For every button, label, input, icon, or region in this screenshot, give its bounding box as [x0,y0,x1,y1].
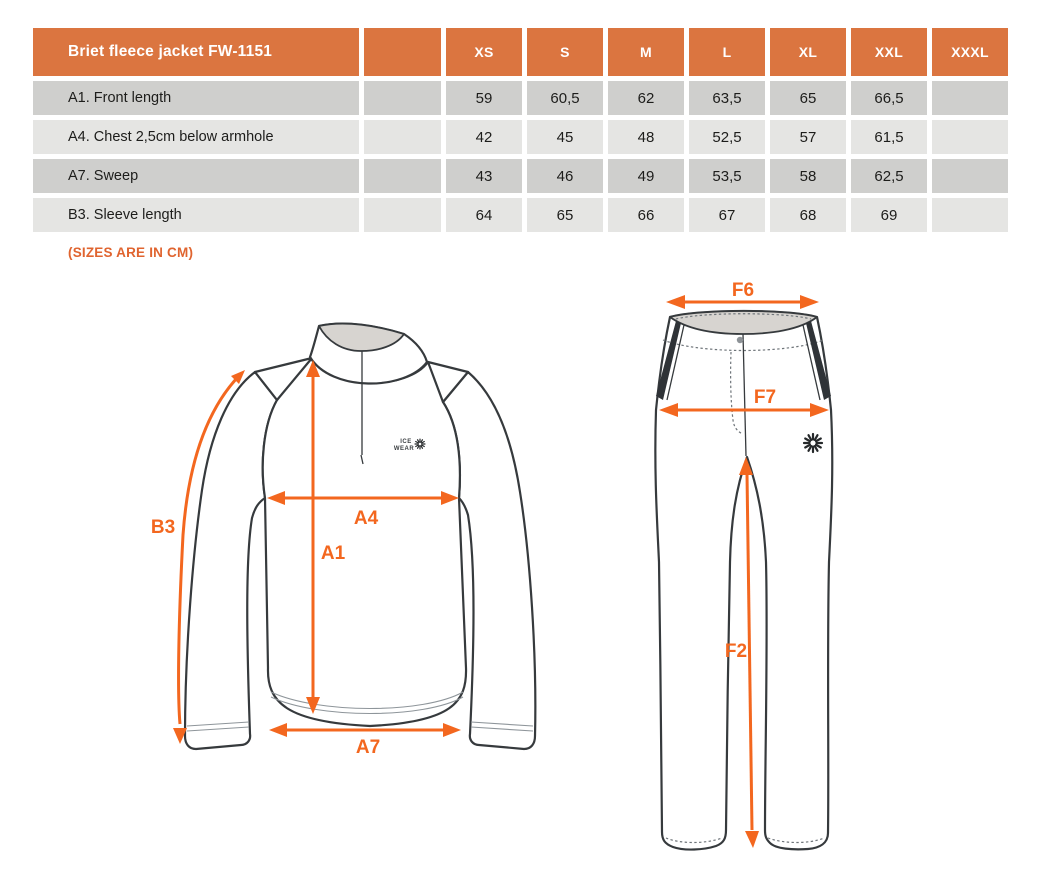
sizes-in-cm-note: (SIZES ARE IN CM) [68,245,194,260]
a7-label: A7 [355,737,381,758]
f6-label: F6 [731,280,755,301]
size-header-xxl: XXL [851,28,927,76]
value-cell: 57 [770,120,846,154]
row-label: A1. Front length [33,81,359,115]
f7-label: F7 [753,387,777,408]
size-header-xl: XL [770,28,846,76]
pants-button [737,337,743,343]
value-cell: 53,5 [689,159,765,193]
value-cell: 49 [608,159,684,193]
value-cell: 48 [608,120,684,154]
value-cell: 60,5 [527,81,603,115]
value-cell: 52,5 [689,120,765,154]
value-cell: 63,5 [689,81,765,115]
value-cell: 66,5 [851,81,927,115]
a4-label: A4 [353,508,379,529]
value-cell: 62,5 [851,159,927,193]
f2-label: F2 [724,641,748,662]
value-cell: 42 [446,120,522,154]
value-cell: 58 [770,159,846,193]
value-cell: 65 [770,81,846,115]
value-cell: 59 [446,81,522,115]
logo-text-wear: WEAR [393,446,415,452]
value-cell: 45 [527,120,603,154]
row-label: A7. Sweep [33,159,359,193]
size-header-l: L [689,28,765,76]
jacket-left-sleeve [185,372,277,749]
table-title: Briet fleece jacket FW-1151 [33,28,359,76]
value-cell: 61,5 [851,120,927,154]
value-cell: 67 [689,198,765,232]
a1-label: A1 [320,543,346,564]
size-header-s: S [527,28,603,76]
size-header-xs: XS [446,28,522,76]
value-cell: 62 [608,81,684,115]
value-cell: 69 [851,198,927,232]
logo-text-ice: ICE [400,439,412,445]
size-header-m: M [608,28,684,76]
jacket-diagram [151,324,535,758]
jacket-body [263,358,466,726]
size-header-xxxl: XXXL [932,28,1008,76]
pants-diagram [655,280,832,850]
value-cell: 66 [608,198,684,232]
value-cell: 46 [527,159,603,193]
value-cell: 68 [770,198,846,232]
row-label: A4. Chest 2,5cm below armhole [33,120,359,154]
value-cell: 65 [527,198,603,232]
b3-label: B3 [150,517,176,538]
value-cell: 64 [446,198,522,232]
value-cell: 43 [446,159,522,193]
row-label: B3. Sleeve length [33,198,359,232]
